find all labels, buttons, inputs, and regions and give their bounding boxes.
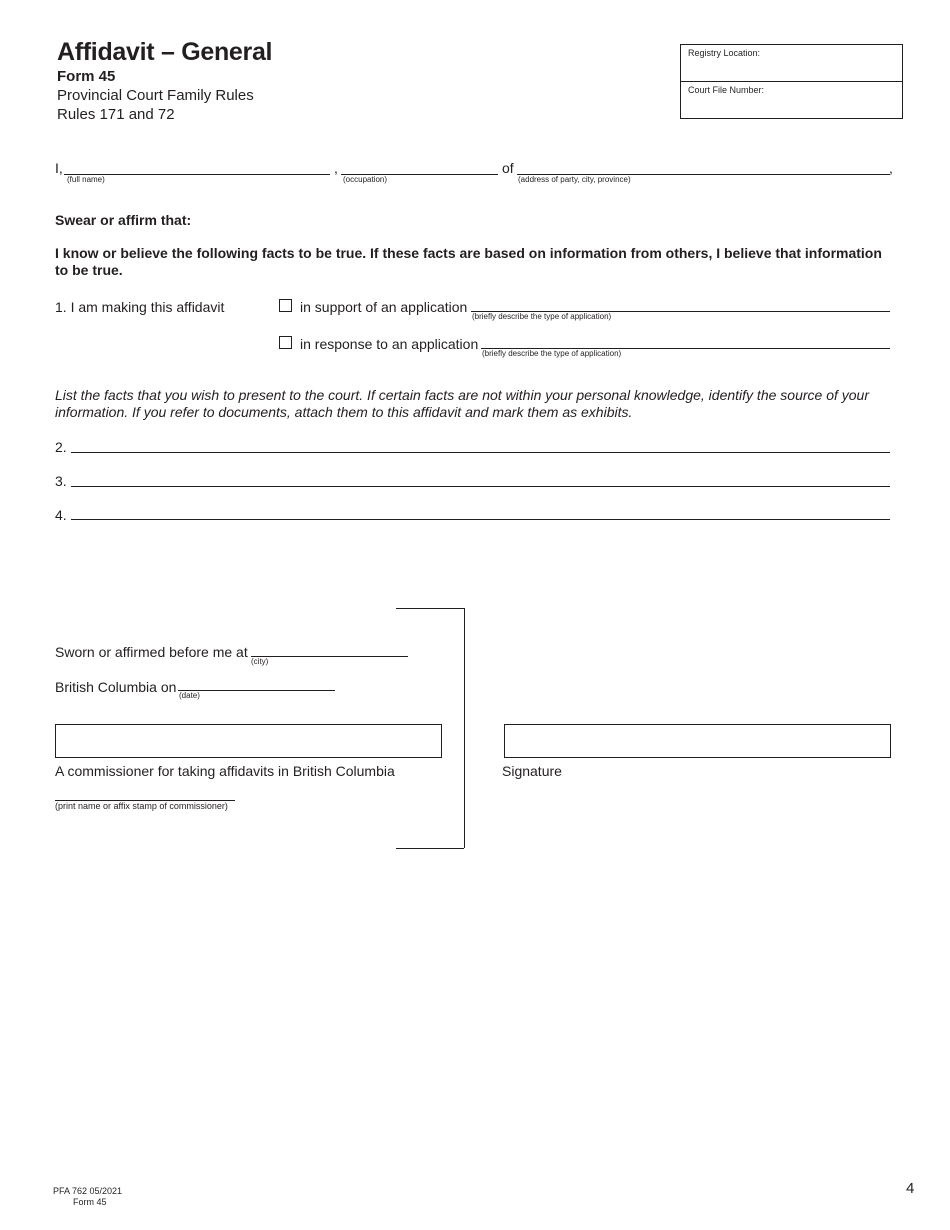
identity-of: of [502, 160, 514, 176]
registry-box [680, 44, 903, 119]
commissioner-label: A commissioner for taking affidavits in British Columbia [55, 763, 395, 779]
occupation-caption: (occupation) [343, 175, 388, 184]
item-3-number: 3. [55, 473, 67, 489]
page-number: 4 [906, 1180, 915, 1197]
commissioner-signature-box[interactable] [55, 724, 442, 758]
item-2-field[interactable] [71, 452, 890, 453]
instructions-text: List the facts that you wish to present to the court. If certain facts are not within your personal knowledge, identify the source of your information. If you refer to documents, attach them to this affidavit and mark them as exhibits. [55, 387, 869, 420]
item-2-number: 2. [55, 439, 67, 455]
form-rules-title: Provincial Court Family Rules [57, 87, 254, 104]
item-4-number: 4. [55, 507, 67, 523]
item-4-field[interactable] [71, 519, 890, 520]
identity-prefix: I, [55, 160, 63, 176]
swear-heading: Swear or affirm that: [55, 212, 192, 228]
footer-form-code: PFA 762 05/2021 [53, 1186, 123, 1196]
signature-label: Signature [502, 763, 562, 779]
full-name-caption: (full name) [67, 175, 105, 184]
registry-location-field[interactable] [681, 45, 902, 82]
court-file-number-field[interactable] [681, 82, 902, 119]
bc-on-text: British Columbia on [55, 679, 177, 695]
sworn-text: Sworn or affirmed before me at [55, 644, 248, 660]
registry-location-label: Registry Location: [688, 48, 761, 58]
deponent-signature-box[interactable] [504, 724, 891, 758]
city-caption: (city) [251, 657, 269, 666]
form-number: Form 45 [57, 68, 116, 85]
jurat-bracket-top [396, 608, 464, 609]
jurat-bracket [464, 608, 465, 848]
identity-comma: , [334, 160, 338, 176]
identity-end-comma: , [889, 160, 893, 176]
court-file-number-label: Court File Number: [688, 85, 765, 95]
address-caption: (address of party, city, province) [518, 175, 631, 184]
jurat-bracket-bottom [396, 848, 464, 849]
item-3-field[interactable] [71, 486, 890, 487]
form-rules-numbers: Rules 171 and 72 [57, 106, 175, 123]
commissioner-caption: (print name or affix stamp of commissioner) [55, 801, 228, 811]
support-option-label: in support of an application [300, 299, 468, 315]
footer-form-label: Form 45 [73, 1197, 107, 1207]
date-field[interactable] [178, 690, 335, 691]
response-option-label: in response to an application [300, 336, 479, 352]
support-checkbox[interactable] [279, 299, 292, 312]
date-caption: (date) [179, 691, 200, 700]
form-title: Affidavit – General [57, 38, 273, 66]
support-description-caption: (briefly describe the type of application) [472, 312, 612, 321]
item-1-label: 1. I am making this affidavit [55, 299, 225, 315]
response-checkbox[interactable] [279, 336, 292, 349]
response-description-caption: (briefly describe the type of application) [482, 349, 622, 358]
city-field[interactable] [251, 656, 408, 657]
belief-statement: I know or believe the following facts to be true. If these facts are based on information from others, I believe that information to be true. [55, 245, 882, 278]
